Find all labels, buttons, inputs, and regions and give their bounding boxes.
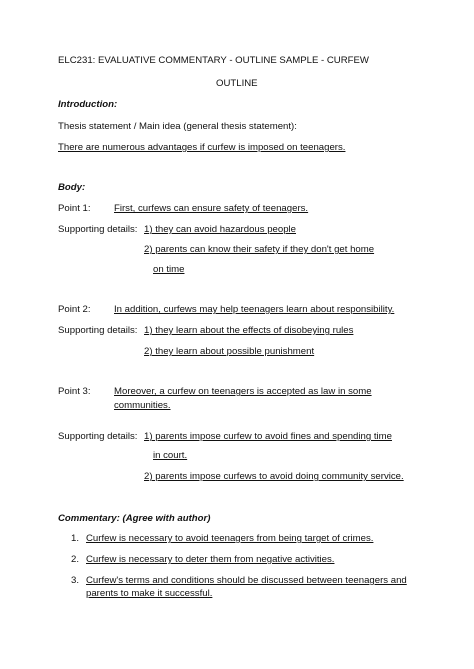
point-3-supporting-label: Supporting details: xyxy=(58,431,138,442)
commentary-item-1-text: Curfew is necessary to avoid teenagers from being target of crimes. xyxy=(86,533,374,544)
point-1-text: First, curfews can ensure safety of teenagers. xyxy=(114,203,309,214)
point-3-text-line-1: Moreover, a curfew on teenagers is accepted as law in some xyxy=(114,386,372,397)
document-title-line-2: OUTLINE xyxy=(216,78,258,89)
thesis-label: Thesis statement / Main idea (general thesis statement): xyxy=(58,121,297,132)
point-1-detail-2 xyxy=(144,244,374,256)
point-3-detail-1-continued: in court. xyxy=(153,450,188,461)
point-1-supporting-label: Supporting details: xyxy=(58,224,138,235)
point-3-detail-2-text: 2) parents impose curfews to avoid doing community service. xyxy=(144,471,404,482)
point-1-detail-2-continued: on time xyxy=(153,264,185,275)
point-3-label: Point 3: xyxy=(58,386,91,397)
point-1-label: Point 1: xyxy=(58,203,91,214)
commentary-heading: Commentary: (Agree with author) xyxy=(58,513,211,524)
point-3-detail-1 xyxy=(144,431,392,443)
point-3-detail-1-text: 1) parents impose curfew to avoid fines and spending time xyxy=(144,431,392,442)
commentary-item-3-text-line-1: Curfew's terms and conditions should be discussed between teenagers and xyxy=(86,575,407,586)
point-2-supporting-label: Supporting details: xyxy=(58,325,138,336)
introduction-heading: Introduction: xyxy=(58,99,118,110)
document-title-line-1: ELC231: EVALUATIVE COMMENTARY - OUTLINE SAMPLE - CURFEW xyxy=(58,55,369,66)
point-1-detail-1-text: 1) they can avoid hazardous people xyxy=(144,224,297,235)
point-1-detail-2-text: 2) parents can know their safety if they don't get home xyxy=(144,244,375,255)
point-2-detail-2 xyxy=(144,346,314,358)
commentary-item-3-number: 3. xyxy=(71,575,80,586)
point-2-detail-2-text: 2) they learn about possible punishment xyxy=(144,346,315,357)
point-2-label: Point 2: xyxy=(58,304,91,315)
commentary-item-2-text: Curfew is necessary to deter them from negative activities. xyxy=(86,554,335,565)
thesis-text: There are numerous advantages if curfew is imposed on teenagers. xyxy=(58,142,346,153)
point-2-detail-1-text: 1) they learn about the effects of disobeying rules xyxy=(144,325,354,336)
body-heading: Body: xyxy=(58,182,86,193)
point-3-detail-2 xyxy=(144,471,404,483)
point-2-detail-1 xyxy=(144,325,353,337)
commentary-item-3-text-line-2: parents to make it successful. xyxy=(86,588,213,599)
point-2-text: In addition, curfews may help teenagers learn about responsibility. xyxy=(114,304,395,315)
commentary-item-2-number: 2. xyxy=(71,554,80,565)
point-3-text-line-2: communities. xyxy=(114,400,171,411)
point-1-detail-1 xyxy=(144,224,296,236)
commentary-item-1-number: 1. xyxy=(71,533,80,544)
